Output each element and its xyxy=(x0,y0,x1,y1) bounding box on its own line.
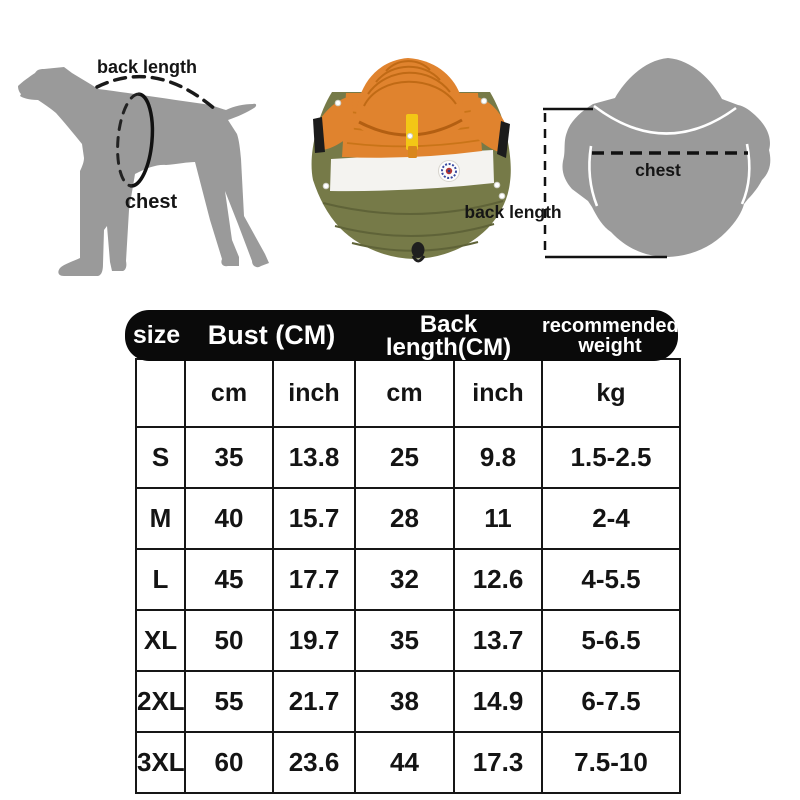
table-row xyxy=(136,549,680,610)
value-cell: 35 xyxy=(185,427,273,488)
dog-back-length-label: back length xyxy=(96,57,198,77)
value-cell: 13.8 xyxy=(273,427,355,488)
value-cell: 15.7 xyxy=(273,488,355,549)
table-row xyxy=(136,610,680,671)
header-bust: Bust (CM) xyxy=(207,320,336,350)
unit-cell: cm xyxy=(185,359,273,427)
dog-chest-label: chest xyxy=(124,191,178,213)
value-cell: 32 xyxy=(355,549,454,610)
value-cell: 45 xyxy=(185,549,273,610)
value-cell: 17.7 xyxy=(273,549,355,610)
size-cell: XL xyxy=(136,610,185,671)
value-cell: 25 xyxy=(355,427,454,488)
value-cell: 23.6 xyxy=(273,732,355,793)
header-back-line1: Back xyxy=(419,310,478,338)
header-recommended-weight xyxy=(542,316,678,356)
table-row xyxy=(136,427,680,488)
product-photo-jacket xyxy=(312,58,511,261)
brand-badge xyxy=(439,161,460,182)
value-cell: 6-7.5 xyxy=(542,671,680,732)
value-cell: 4-5.5 xyxy=(542,549,680,610)
value-cell: 7.5-10 xyxy=(542,732,680,793)
header-size: size xyxy=(132,321,181,349)
value-cell: 12.6 xyxy=(454,549,542,610)
value-cell: 1.5-2.5 xyxy=(542,427,680,488)
unit-cell: kg xyxy=(542,359,680,427)
table-header-bar xyxy=(125,310,678,361)
value-cell: 5-6.5 xyxy=(542,610,680,671)
header-back-line2: length(CM) xyxy=(385,333,512,361)
header-weight-line2: weight xyxy=(578,334,642,357)
garment-flat-diagram xyxy=(464,58,770,257)
value-cell: 21.7 xyxy=(273,671,355,732)
dog-silhouette-diagram xyxy=(18,57,269,276)
value-cell: 60 xyxy=(185,732,273,793)
size-cell: S xyxy=(136,427,185,488)
value-cell: 28 xyxy=(355,488,454,549)
value-cell: 55 xyxy=(185,671,273,732)
value-cell: 19.7 xyxy=(273,610,355,671)
unit-cell: inch xyxy=(273,359,355,427)
size-table xyxy=(135,358,681,794)
table-row xyxy=(136,671,680,732)
value-cell: 13.7 xyxy=(454,610,542,671)
unit-cell: cm xyxy=(355,359,454,427)
value-cell: 9.8 xyxy=(454,427,542,488)
value-cell: 35 xyxy=(355,610,454,671)
value-cell: 14.9 xyxy=(454,671,542,732)
value-cell: 2-4 xyxy=(542,488,680,549)
zipper-pull xyxy=(406,114,418,150)
value-cell: 17.3 xyxy=(454,732,542,793)
table-row xyxy=(136,732,680,793)
header-weight-line1: recommended xyxy=(542,314,679,337)
garment-silhouette xyxy=(562,58,770,257)
measurement-illustrations xyxy=(0,0,800,300)
value-cell: 40 xyxy=(185,488,273,549)
header-back-length xyxy=(355,310,542,361)
garment-chest-label: chest xyxy=(635,160,681,180)
size-cell: L xyxy=(136,549,185,610)
value-cell: 11 xyxy=(454,488,542,549)
unit-cell xyxy=(136,359,185,427)
size-cell: 3XL xyxy=(136,732,185,793)
unit-cell: inch xyxy=(454,359,542,427)
value-cell: 50 xyxy=(185,610,273,671)
size-cell: 2XL xyxy=(136,671,185,732)
garment-back-length-label: back length xyxy=(464,202,562,222)
size-cell: M xyxy=(136,488,185,549)
zipper-slider xyxy=(408,146,417,158)
table-row xyxy=(136,488,680,549)
value-cell: 44 xyxy=(355,732,454,793)
units-row xyxy=(136,359,680,427)
value-cell: 38 xyxy=(355,671,454,732)
